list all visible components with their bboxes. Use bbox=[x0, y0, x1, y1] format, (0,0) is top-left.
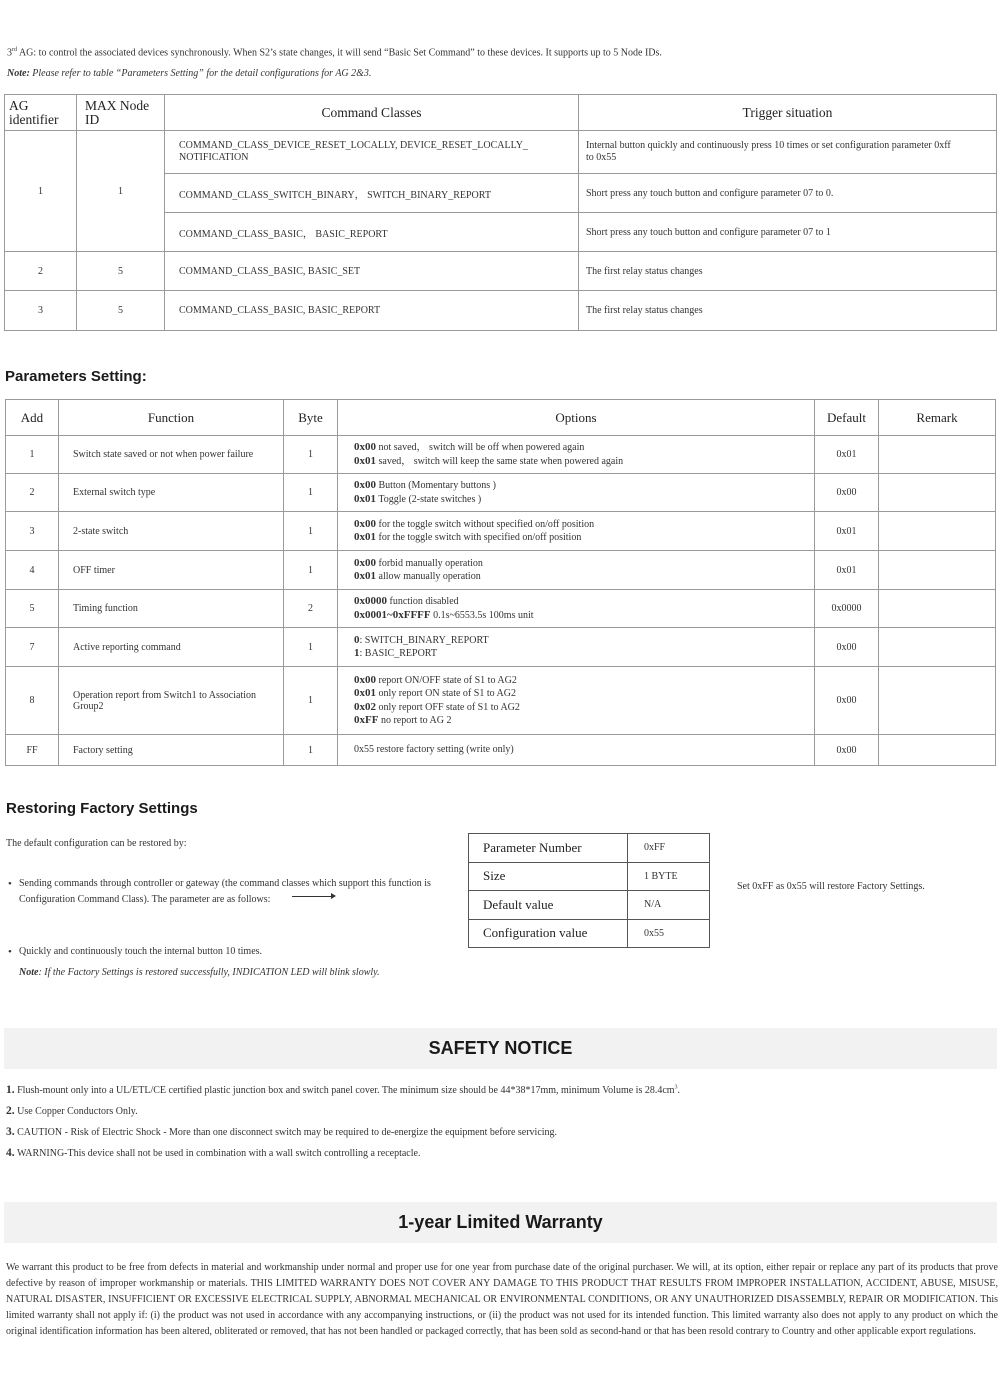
factory-bullet-button: • Quickly and continuously touch the internal button 10 times. bbox=[19, 946, 262, 957]
safety-num: 1. bbox=[6, 1084, 15, 1096]
param-value: 0x55 bbox=[628, 919, 710, 948]
option-code: 0x01 bbox=[354, 570, 376, 582]
options-cell bbox=[338, 512, 815, 551]
option-code: 0x0000 bbox=[354, 595, 387, 607]
command-cell: COMMAND_CLASS_BASIC, BASIC_REPORT bbox=[165, 291, 579, 331]
header-max-node-id bbox=[77, 95, 165, 131]
intro-sup: rd bbox=[12, 47, 17, 53]
option-code: 0x00 bbox=[354, 517, 376, 530]
function-cell: Operation report from Switch1 to Association Group2 bbox=[59, 667, 284, 735]
header-add: Add bbox=[6, 400, 59, 436]
option-line bbox=[354, 595, 813, 609]
param-key: Default value bbox=[469, 891, 628, 920]
params-table-header bbox=[6, 400, 996, 436]
default-cell: 0x00 bbox=[815, 667, 879, 735]
options-cell bbox=[338, 551, 815, 590]
header-max-line2: ID bbox=[85, 111, 100, 127]
table-row bbox=[6, 512, 996, 551]
param-value: 1 BYTE bbox=[628, 862, 710, 891]
parameters-table bbox=[5, 399, 996, 766]
safety-num: 4. bbox=[6, 1147, 15, 1159]
safety-item-3 bbox=[6, 1126, 557, 1138]
function-cell: Active reporting command bbox=[59, 628, 284, 667]
table-row bbox=[469, 862, 710, 891]
option-code: 0x01 bbox=[354, 531, 376, 543]
function-cell: External switch type bbox=[59, 474, 284, 512]
bullet1-line1: Sending commands through controller or gateway (the command classes which support this function is bbox=[19, 878, 431, 889]
table-row bbox=[6, 628, 996, 667]
byte-cell: 1 bbox=[284, 667, 338, 735]
default-cell: 0x00 bbox=[815, 735, 879, 766]
safety-sup: 3 bbox=[674, 1084, 678, 1091]
param-value: 0xFF bbox=[628, 834, 710, 863]
ag-cell: 2 bbox=[5, 252, 77, 291]
intro-note-label: Note: bbox=[7, 68, 30, 79]
command-line2: NOTIFICATION bbox=[179, 152, 249, 163]
default-cell: 0x00 bbox=[815, 628, 879, 667]
remark-cell bbox=[879, 436, 996, 474]
command-cell: COMMAND_CLASS_BASIC, BASIC_SET bbox=[165, 252, 579, 291]
intro-paragraph bbox=[7, 47, 662, 58]
header-byte: Byte bbox=[284, 400, 338, 436]
default-cell: 0x00 bbox=[815, 474, 879, 512]
table-row bbox=[6, 590, 996, 628]
safety-notice-banner: SAFETY NOTICE bbox=[4, 1028, 997, 1069]
trigger-cell: The first relay status changes bbox=[579, 291, 997, 331]
option-line bbox=[354, 531, 813, 545]
option-code: 0x00 bbox=[354, 673, 376, 686]
byte-cell: 1 bbox=[284, 474, 338, 512]
option-text: 0.1s~6553.5s 100ms unit bbox=[430, 609, 534, 621]
header-max-line1: MAX Node bbox=[85, 97, 150, 113]
option-code: 1 bbox=[354, 647, 360, 659]
remark-cell bbox=[879, 474, 996, 512]
option-code: 0x01 bbox=[354, 454, 376, 467]
safety-item-4 bbox=[6, 1147, 420, 1159]
command-cell: COMMAND_CLASS_BASIC， BASIC_REPORT bbox=[165, 213, 579, 252]
factory-bullet-controller bbox=[19, 876, 431, 908]
remark-cell bbox=[879, 667, 996, 735]
add-cell: FF bbox=[6, 735, 59, 766]
default-cell: 0x01 bbox=[815, 512, 879, 551]
byte-cell: 1 bbox=[284, 735, 338, 766]
option-line bbox=[354, 441, 813, 455]
header-ag-line1: AG bbox=[9, 97, 29, 113]
byte-cell: 1 bbox=[284, 551, 338, 590]
option-line bbox=[354, 743, 813, 757]
options-cell bbox=[338, 474, 815, 512]
remark-cell bbox=[879, 512, 996, 551]
table-row bbox=[6, 474, 996, 512]
options-cell bbox=[338, 628, 815, 667]
option-line bbox=[354, 479, 813, 493]
trigger-line1: Internal button quickly and continuously press 10 times or set configuration parameter 0xff bbox=[586, 140, 951, 151]
max-node-cell: 5 bbox=[77, 252, 165, 291]
option-text: saved， switch will keep the same state when powered again bbox=[376, 455, 624, 467]
option-code: 0xFF bbox=[354, 714, 379, 726]
factory-settings-title: Restoring Factory Settings bbox=[6, 800, 198, 817]
intro-text: AG: to control the associated devices synchronously. When S2’s state changes, it will send “Basic Set Command” to these devices. It supports up to 5 Node IDs. bbox=[17, 47, 662, 59]
warranty-banner: 1-year Limited Warranty bbox=[4, 1202, 997, 1243]
add-cell: 8 bbox=[6, 667, 59, 735]
safety-item-2 bbox=[6, 1105, 138, 1117]
intro-num: 3 bbox=[7, 47, 12, 59]
option-line bbox=[354, 687, 813, 701]
option-text: function disabled bbox=[387, 596, 459, 607]
option-line bbox=[354, 557, 813, 571]
param-value: N/A bbox=[628, 891, 710, 920]
header-default: Default bbox=[815, 400, 879, 436]
table-row bbox=[469, 891, 710, 920]
table-row bbox=[6, 436, 996, 474]
factory-parameter-table bbox=[468, 833, 710, 948]
function-cell: OFF timer bbox=[59, 551, 284, 590]
options-cell bbox=[338, 735, 815, 766]
header-options: Options bbox=[338, 400, 815, 436]
trigger-cell: Short press any touch button and configure parameter 07 to 0. bbox=[579, 174, 997, 213]
remark-cell bbox=[879, 590, 996, 628]
params-table-body bbox=[6, 436, 996, 766]
option-code: 0x01 bbox=[354, 492, 376, 505]
default-cell: 0x01 bbox=[815, 551, 879, 590]
default-cell: 0x01 bbox=[815, 436, 879, 474]
option-text: 0x55 restore factory setting (write only) bbox=[354, 744, 514, 756]
add-cell: 1 bbox=[6, 436, 59, 474]
factory-side-note: Set 0xFF as 0x55 will restore Factory Settings. bbox=[737, 881, 925, 892]
table-row bbox=[6, 667, 996, 735]
option-text: : BASIC_REPORT bbox=[359, 648, 437, 659]
command-line1: COMMAND_CLASS_DEVICE_RESET_LOCALLY, DEVICE_RESET_LOCALLY_ bbox=[179, 140, 528, 151]
table-row bbox=[6, 551, 996, 590]
option-text: for the toggle switch without specified on/off position bbox=[376, 518, 595, 530]
byte-cell: 1 bbox=[284, 628, 338, 667]
param-key: Configuration value bbox=[469, 919, 628, 948]
param-key: Parameter Number bbox=[469, 834, 628, 863]
byte-cell: 2 bbox=[284, 590, 338, 628]
option-code: 0x00 bbox=[354, 479, 376, 491]
byte-cell: 1 bbox=[284, 512, 338, 551]
warranty-text: We warrant this product to be free from defects in material and workmanship under normal and proper use for one year from purchase date of the original purchaser. We will, at its option, either repair or replace any part of its products that prove defective by reason of improper workmanship or materials. THIS LIMITED WARRANTY DOES NOT COVER ANY DAMAGE TO THIS PRODUCT THAT RESULTS FROM IMPROPER INSTALLATION, ACCIDENT, ABUSE, MISUSE, NATURAL DISASTER, INSUFFICIENT OR EXCESSIVE ELECTRICAL SUPPLY, ABNORMAL MECHANICAL OR ENVIRONMENTAL CONDITIONS, OR ANY UNAUTHORIZED DISASSEMBLY, REPAIR OR MODIFICATION. This limited warranty shall not apply if: (i) the product was not used in accordance with any accompanying instructions, or (ii) the product was not used for its intended function. This limited warranty also does not apply to any product on which the original identification information has been altered, obliterated or removed, that has not been handled or packaged correctly, that has been sold as second-hand or that has been resold contrary to Country and other applicable export regulations. bbox=[6, 1262, 998, 1337]
options-cell bbox=[338, 667, 815, 735]
safety-tail: . bbox=[677, 1085, 681, 1096]
header-function: Function bbox=[59, 400, 284, 436]
option-line bbox=[354, 674, 813, 688]
table-row bbox=[6, 735, 996, 766]
option-text: only report OFF state of S1 to AG2 bbox=[376, 701, 520, 713]
safety-text: Use Copper Conductors Only. bbox=[14, 1106, 138, 1117]
factory-note-text: : If the Factory Settings is restored successfully, INDICATION LED will blink slowly. bbox=[38, 967, 380, 978]
table-row bbox=[469, 919, 710, 948]
option-line bbox=[354, 493, 813, 507]
parameters-setting-title: Parameters Setting: bbox=[5, 368, 147, 385]
add-cell: 5 bbox=[6, 590, 59, 628]
option-text: forbid manually operation bbox=[376, 557, 483, 569]
option-text: : SWITCH_BINARY_REPORT bbox=[359, 634, 489, 646]
ag-cell: 1 bbox=[5, 131, 77, 252]
factory-lead: The default configuration can be restored by: bbox=[6, 838, 187, 849]
command-cell bbox=[165, 131, 579, 174]
options-cell bbox=[338, 590, 815, 628]
option-text: Button (Momentary buttons ) bbox=[376, 480, 496, 491]
option-line bbox=[354, 518, 813, 532]
max-node-cell: 5 bbox=[77, 291, 165, 331]
option-code: 0x00 bbox=[354, 441, 376, 453]
ag-cell: 3 bbox=[5, 291, 77, 331]
option-line bbox=[354, 714, 813, 728]
option-text: report ON/OFF state of S1 to AG2 bbox=[376, 674, 517, 686]
safety-num: 3. bbox=[6, 1126, 15, 1138]
trigger-cell: Short press any touch button and configure parameter 07 to 1 bbox=[579, 213, 997, 252]
byte-cell: 1 bbox=[284, 436, 338, 474]
function-cell: 2-state switch bbox=[59, 512, 284, 551]
param-key: Size bbox=[469, 862, 628, 891]
add-cell: 3 bbox=[6, 512, 59, 551]
option-line bbox=[354, 701, 813, 715]
option-text: Toggle (2-state switches ) bbox=[376, 493, 482, 505]
option-text: no report to AG 2 bbox=[378, 715, 452, 726]
option-text: not saved， switch will be off when powered again bbox=[376, 442, 585, 453]
safety-text: WARNING-This device shall not be used in combination with a wall switch controlling a receptacle. bbox=[14, 1148, 421, 1159]
option-line bbox=[354, 455, 813, 469]
option-code: 0x00 bbox=[354, 556, 376, 569]
option-code: 0 bbox=[354, 633, 360, 646]
options-cell bbox=[338, 436, 815, 474]
function-cell: Factory setting bbox=[59, 735, 284, 766]
header-ag-identifier bbox=[5, 95, 77, 131]
trigger-cell bbox=[579, 131, 997, 174]
association-group-table bbox=[4, 94, 997, 331]
max-node-cell: 1 bbox=[77, 131, 165, 252]
safety-num: 2. bbox=[6, 1105, 15, 1117]
option-line bbox=[354, 647, 813, 661]
ag-table-header bbox=[5, 95, 997, 131]
option-code: 0x02 bbox=[354, 700, 376, 713]
header-remark: Remark bbox=[879, 400, 996, 436]
option-line bbox=[354, 570, 813, 584]
remark-cell bbox=[879, 628, 996, 667]
header-command-classes: Command Classes bbox=[165, 95, 579, 131]
safety-text: Flush-mount only into a UL/ETL/CE certified plastic junction box and switch panel cover. The minimum size should be 44*38*17mm, minimum Volume is 28.4cm bbox=[14, 1085, 675, 1096]
table-row bbox=[5, 291, 997, 331]
safety-item-1 bbox=[6, 1084, 680, 1096]
option-text: allow manually operation bbox=[376, 571, 481, 582]
intro-note bbox=[7, 68, 371, 79]
safety-text: CAUTION - Risk of Electric Shock - More than one disconnect switch may be required to de-energize the equipment before servicing. bbox=[14, 1127, 558, 1138]
option-line bbox=[354, 634, 813, 648]
factory-note bbox=[19, 967, 380, 978]
remark-cell bbox=[879, 551, 996, 590]
default-cell: 0x0000 bbox=[815, 590, 879, 628]
intro-note-text: Please refer to table “Parameters Setting” for the detail configurations for AG 2&3. bbox=[29, 68, 372, 79]
option-code: 0x0001~0xFFFF bbox=[354, 608, 431, 621]
table-row bbox=[5, 131, 997, 174]
option-code: 0x01 bbox=[354, 687, 376, 699]
function-cell: Timing function bbox=[59, 590, 284, 628]
trigger-line2: to 0x55 bbox=[586, 152, 617, 163]
add-cell: 2 bbox=[6, 474, 59, 512]
function-cell: Switch state saved or not when power failure bbox=[59, 436, 284, 474]
arrow-right-icon bbox=[292, 896, 334, 897]
bullet1-line2: Configuration Command Class). The parameter are as follows: bbox=[19, 894, 271, 905]
header-ag-line2: identifier bbox=[9, 111, 59, 127]
remark-cell bbox=[879, 735, 996, 766]
header-trigger-situation: Trigger situation bbox=[579, 95, 997, 131]
add-cell: 7 bbox=[6, 628, 59, 667]
option-text: for the toggle switch with specified on/off position bbox=[376, 532, 582, 543]
add-cell: 4 bbox=[6, 551, 59, 590]
trigger-cell: The first relay status changes bbox=[579, 252, 997, 291]
table-row bbox=[5, 252, 997, 291]
command-cell: COMMAND_CLASS_SWITCH_BINARY， SWITCH_BINARY_REPORT bbox=[165, 174, 579, 213]
option-line bbox=[354, 609, 813, 623]
factory-note-label: Note bbox=[19, 967, 39, 978]
option-text: only report ON state of S1 to AG2 bbox=[376, 688, 516, 699]
table-row bbox=[469, 834, 710, 863]
